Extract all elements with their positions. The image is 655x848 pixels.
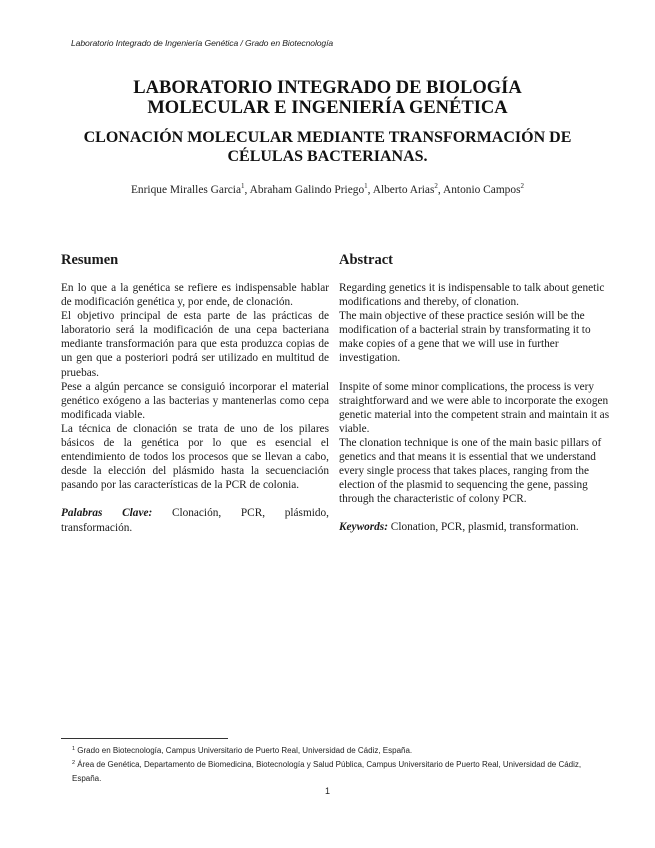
keywords-text: Clonación, PCR, plásmido, transformación.: [61, 507, 329, 534]
abstract-column: [339, 252, 614, 535]
resumen-column: [61, 252, 329, 535]
footnote-rule: [61, 738, 228, 739]
author: Antonio Campos$^2$: [442, 182, 525, 196]
resumen-heading: Resumen: [61, 252, 119, 268]
resumen-paragraph: La técnica de clonación se trata de uno de los pilares básicos de la genética por lo que es esencial el entendimiento de todos los procesos que se llevan a cabo, desde la elección del plásmido hasta la secuenciación pasando por las características de la PCR de colonia.: [61, 422, 329, 492]
affiliation-mark: 1: [241, 182, 245, 190]
author: Alberto Arias$^2$: [372, 182, 438, 196]
subtitle-line-2: CÉLULAS BACTERIANAS.: [227, 148, 428, 165]
title-block: [40, 78, 615, 166]
author-list: Enrique Miralles Garcia$^1$, Abraham Galindo Priego$^1$, Alberto Arias$^2$, Antonio Campos$^2$: [130, 182, 525, 196]
resumen-keywords: [61, 506, 329, 534]
footnote: [72, 758, 612, 786]
author: Abraham Galindo Priego$^1$: [249, 182, 368, 196]
footnote: [72, 744, 612, 758]
resumen-paragraph: Pese a algún percance se consiguió incorporar el material genético exógeno a las bacterias y mantenerlas como cepa modificada viable.: [61, 380, 329, 421]
footnote-number: 1: [72, 746, 76, 752]
main-title-line-2: MOLECULAR E INGENIERÍA GENÉTICA: [147, 98, 508, 118]
affiliation-mark: 1: [364, 182, 368, 190]
subtitle: [40, 128, 615, 166]
keywords-text: Clonation, PCR, plasmid, transformation.: [390, 521, 579, 534]
main-title-line-1: LABORATORIO INTEGRADO DE BIOLOGÍA: [133, 78, 522, 98]
abstract-paragraph: Regarding genetics it is indispensable to talk about genetic modifications and thereby, of clonation.: [339, 282, 605, 309]
abstract-keywords: [339, 520, 614, 534]
keywords-label: Palabras Clave:: [61, 507, 153, 520]
author: Enrique Miralles Garcia$^1$: [130, 182, 245, 196]
abstract-paragraph: The main objective of these practice sesión will be the modification of a bacterial strain by transformating it to make copies of a gene that we will use in further investigation.: [339, 310, 591, 365]
running-header: Laboratorio Integrado de Ingeniería Genética / Grado en Biotecnología: [71, 38, 334, 48]
subtitle-line-1: CLONACIÓN MOLECULAR MEDIANTE TRANSFORMACIÓN DE: [83, 129, 572, 146]
footnote-number: 2: [72, 760, 76, 766]
affiliation-mark: 2: [434, 182, 438, 190]
keywords-label: Keywords:: [339, 521, 388, 534]
footnote-text: Grado en Biotecnología, Campus Universitario de Puerto Real, Universidad de Cádiz, España.: [77, 746, 413, 755]
page-number: 1: [324, 786, 330, 796]
abstract-paragraph: Inspite of some minor complications, the process is very straightforward and we were able to incorporate the exogen genetic material into the competent strain and maintain it as viable.: [339, 380, 610, 435]
abstract-heading: Abstract: [339, 252, 393, 268]
footnote-text: Área de Genética, Departamento de Biomedicina, Biotecnología y Salud Pública, Campus Universitario de Puerto Real, Universidad de Cádiz, España.: [72, 760, 582, 783]
resumen-paragraph: El objetivo principal de esta parte de las prácticas de laboratorio será la modificación de una cepa bacteriana mediante transformación para que esta produzca copias de un gen que a posteriori podrá ser utilizado en multitud de pruebas.: [61, 310, 329, 379]
main-title: [40, 78, 615, 118]
resumen-paragraph: En lo que a la genética se refiere es indispensable hablar de modificación genética y, por ende, de clonación.: [61, 282, 329, 309]
footnotes: [72, 744, 612, 786]
abstract-paragraph: The clonation technique is one of the main basic pillars of genetics and that means it is essential that we understand every single process that takes places, ranging from the election of the plasmid to sequencing the gene, passing through the characteristic of colony PCR.: [339, 436, 602, 506]
affiliation-mark: 2: [520, 182, 525, 190]
